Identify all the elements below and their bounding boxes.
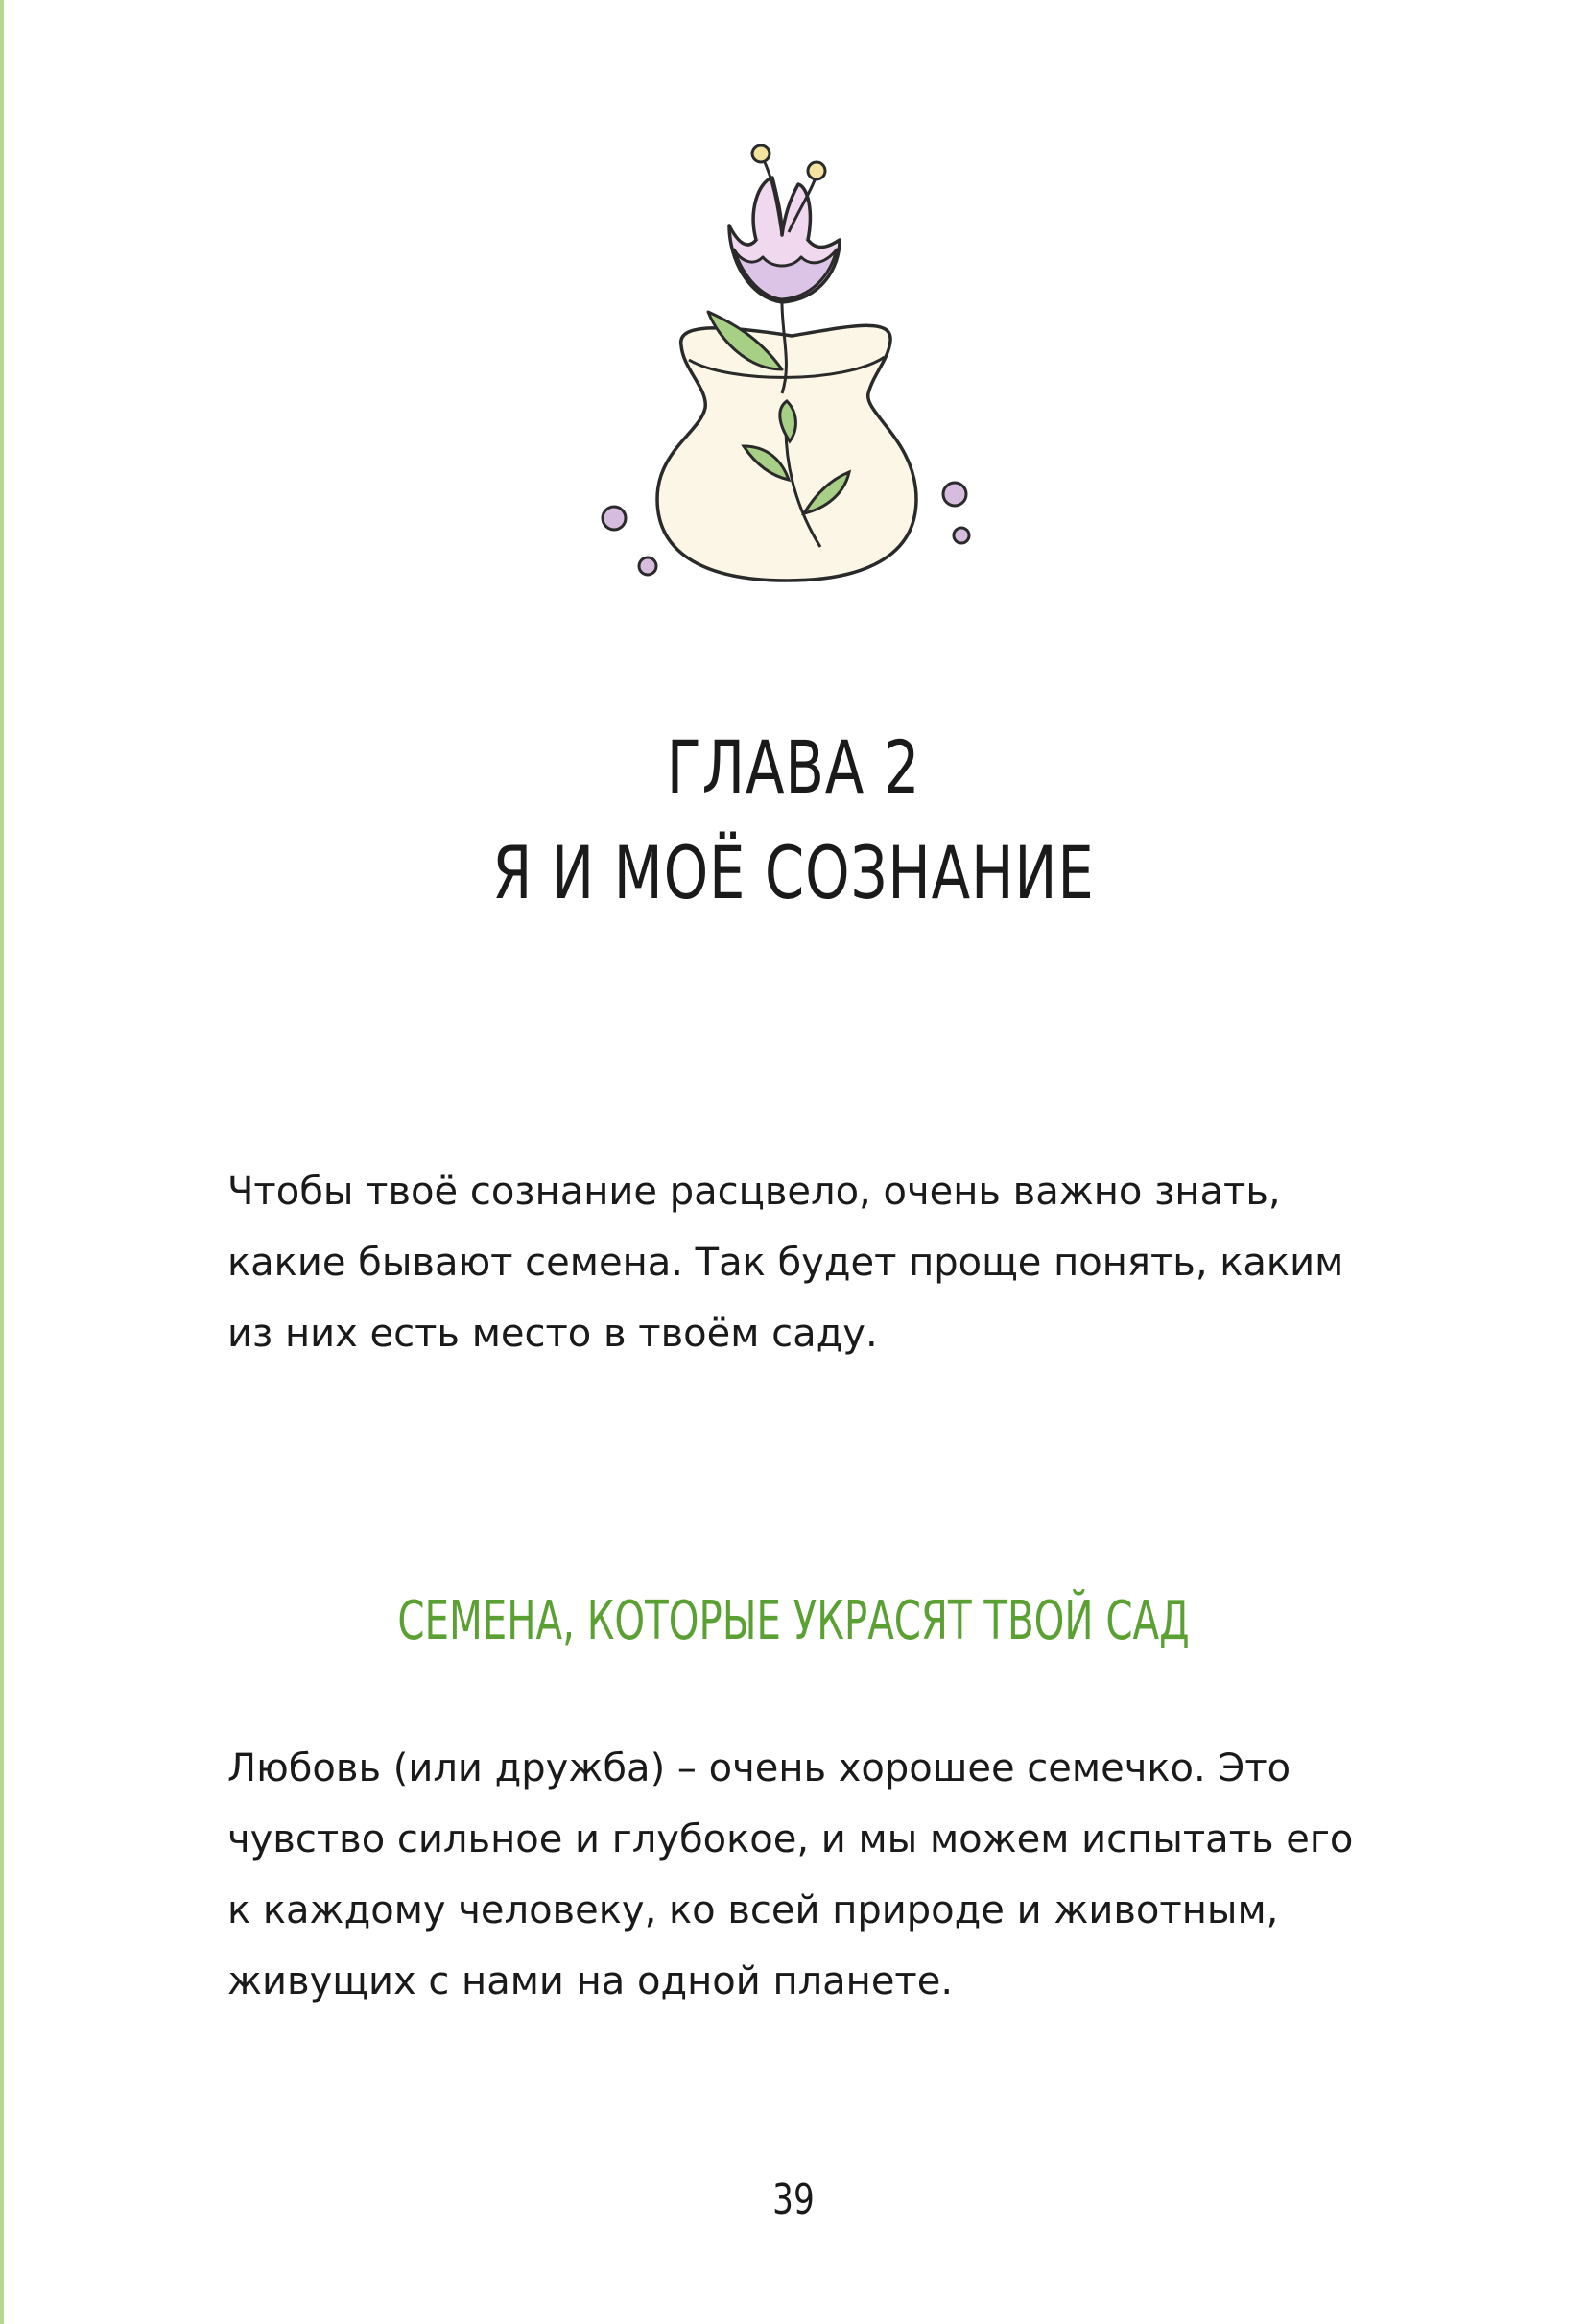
text-line: чувство сильное и глубокое, и мы можем испытать его: [227, 1817, 1354, 1862]
text-line: какие бывают семена. Так будет проще понять, каким: [227, 1241, 1344, 1285]
page-edge-strip: [0, 0, 4, 2324]
text-line: Любовь (или дружба) – очень хорошее семечко. Это: [227, 1746, 1291, 1790]
body-paragraph: [227, 1733, 1436, 2017]
text-line: к каждому человеку, ко всей природе и животным,: [227, 1888, 1279, 1933]
text-line: из них есть место в твоём саду.: [227, 1312, 878, 1356]
intro-paragraph: [227, 1156, 1436, 1369]
chapter-number: ГЛАВА 2: [666, 724, 921, 810]
section-heading: СЕМЕНА, КОТОРЫЕ УКРАСЯТ ТВОЙ САД: [397, 1590, 1190, 1652]
page-number: 39: [772, 2175, 815, 2224]
text-line: Чтобы твоё сознание расцвело, очень важно знать,: [227, 1170, 1281, 1214]
flower-vase-icon: [585, 144, 988, 595]
chapter-title: [175, 715, 1412, 926]
chapter-name: Я И МОЁ СОЗНАНИЕ: [492, 830, 1095, 915]
text-line: живущих с нами на одной планете.: [227, 1959, 954, 2004]
